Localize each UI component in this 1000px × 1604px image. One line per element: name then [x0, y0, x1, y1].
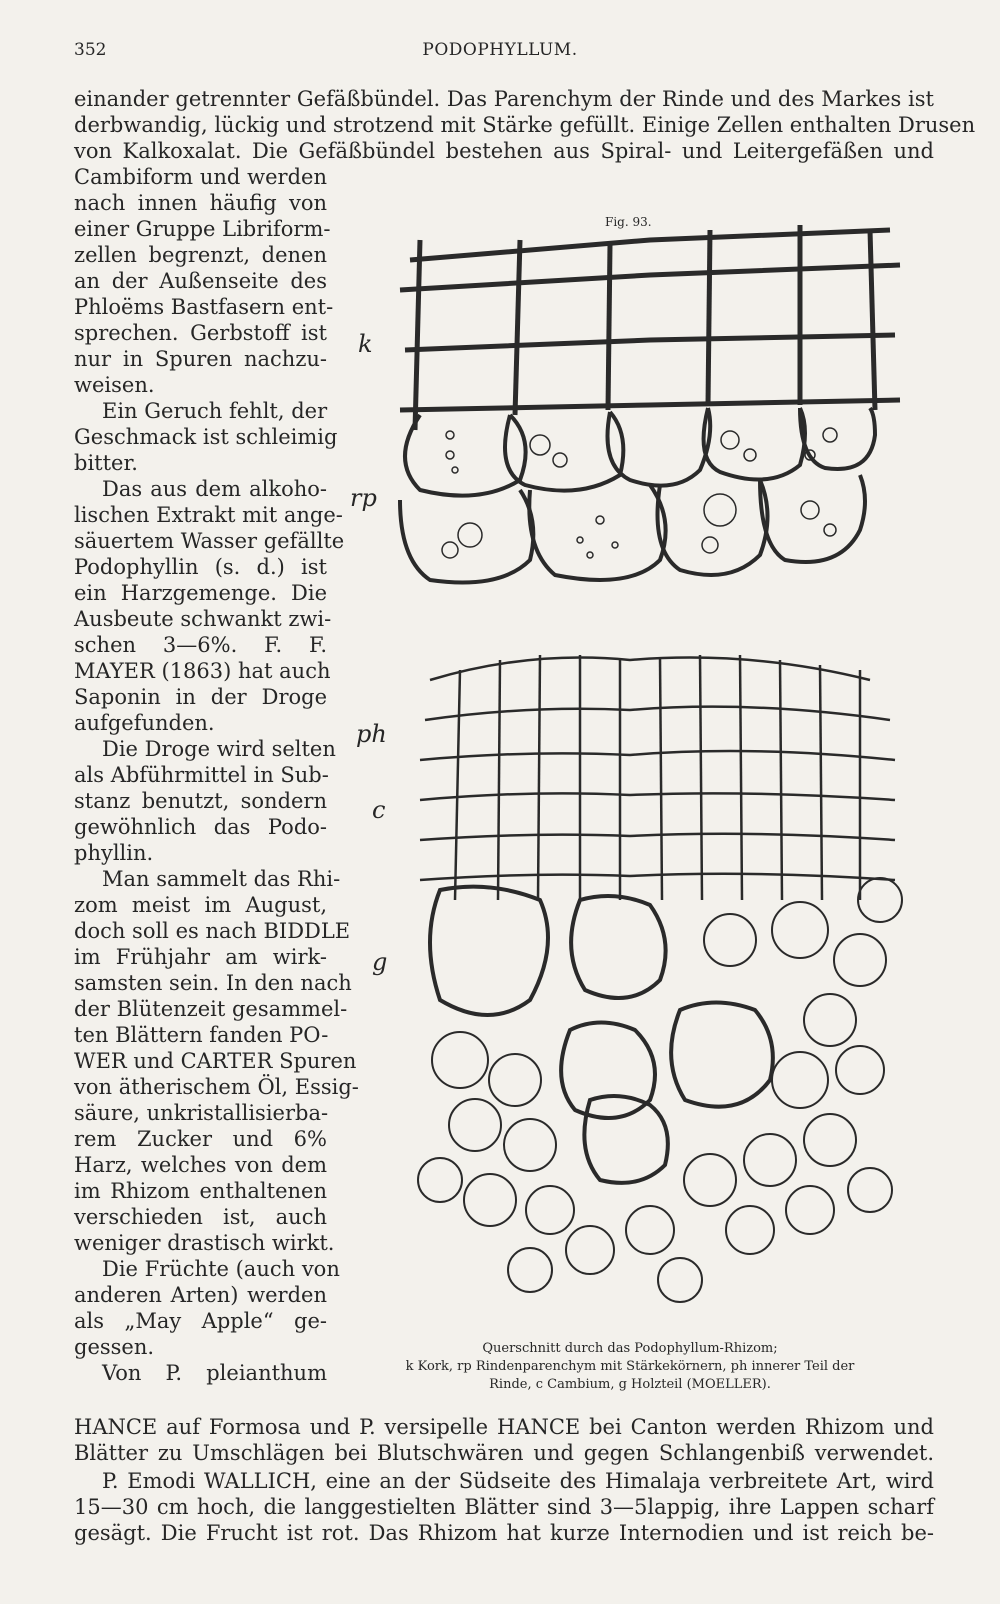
text-line: von Kalkoxalat. Die Gefäßbündel bestehen aus Spiral- und Leitergefäßen und: [74, 139, 934, 163]
text-line: Ausbeute schwankt zwi-: [74, 607, 332, 631]
text-line: rem Zucker und 6%: [74, 1127, 327, 1151]
text-line: bitter.: [74, 451, 138, 475]
text-line: als Abführmittel in Sub-: [74, 763, 329, 787]
figure-label-c: c: [372, 796, 386, 824]
text-line: Phloëms Bastfasern ent-: [74, 295, 334, 319]
text-line: Die Früchte (auch von: [102, 1257, 340, 1281]
text-line: gessen.: [74, 1335, 155, 1359]
wood-parenchyma: [418, 878, 902, 1302]
figure-label-ph: ph: [356, 720, 387, 748]
cortex-parenchyma: [400, 408, 875, 583]
text-line: weisen.: [74, 373, 155, 397]
text-line: Von P. pleianthum: [102, 1361, 327, 1385]
text-line: aufgefunden.: [74, 711, 215, 735]
figure-label-rp: rp: [350, 484, 377, 512]
xylem-cells: [430, 887, 773, 1183]
text-line: gesägt. Die Frucht ist rot. Das Rhizom hat kurze Internodien und ist reich be-: [74, 1521, 934, 1545]
text-line: einander getrennter Gefäßbündel. Das Parenchym der Rinde und des Markes ist: [74, 87, 934, 111]
text-line: schen 3—6%. F. F.: [74, 633, 327, 657]
text-line: weniger drastisch wirkt.: [74, 1231, 335, 1255]
figure-illustration: [330, 200, 930, 1345]
text-line: verschieden ist, auch: [74, 1205, 327, 1229]
cork-layer: [400, 225, 900, 430]
text-line: Blätter zu Umschlägen bei Blutschwären und gegen Schlangenbiß verwendet.: [74, 1441, 934, 1465]
text-line: Harz, welches von dem: [74, 1153, 327, 1177]
text-line: Man sammelt das Rhi-: [102, 867, 341, 891]
text-line: stanz benutzt, sondern: [74, 789, 327, 813]
text-line: der Blütenzeit gesammel-: [74, 997, 348, 1021]
text-line: Die Droge wird selten: [102, 737, 336, 761]
text-line: ten Blättern fanden PO-: [74, 1023, 329, 1047]
text-line: Das aus dem alkoho-: [102, 477, 327, 501]
figure-number: Fig. 93.: [605, 215, 652, 229]
text-line: phyllin.: [74, 841, 154, 865]
figure-label-g: g: [372, 948, 388, 976]
inner-cortex-cambium: [420, 655, 895, 900]
text-line: HANCE auf Formosa und P. versipelle HANCE bei Canton werden Rhizom und: [74, 1415, 934, 1439]
text-line: Geschmack ist schleimig: [74, 425, 338, 449]
page-number: 352: [74, 40, 107, 60]
text-line: MAYER (1863) hat auch: [74, 659, 331, 683]
figure-caption-line: Rinde, c Cambium, g Holzteil (MOELLER).: [489, 1377, 771, 1392]
text-line: nur in Spuren nachzu-: [74, 347, 327, 371]
text-line: samsten sein. In den nach: [74, 971, 352, 995]
text-line: 15—30 cm hoch, die langgestielten Blätter sind 3—5lappig, ihre Lappen scharf: [74, 1495, 934, 1519]
text-line: WER und CARTER Spuren: [74, 1049, 357, 1073]
figure-caption-line: Querschnitt durch das Podophyllum-Rhizom;: [482, 1341, 778, 1356]
figure-label-k: k: [358, 330, 373, 358]
text-line: Cambiform und werden: [74, 165, 327, 189]
text-line: Saponin in der Droge: [74, 685, 327, 709]
starch-grains: [442, 428, 837, 558]
text-line: doch soll es nach BIDDLE: [74, 919, 351, 943]
text-line: im Frühjahr am wirk-: [74, 945, 327, 969]
text-line: einer Gruppe Libriform-: [74, 217, 331, 241]
text-line: zellen begrenzt, denen: [74, 243, 327, 267]
text-line: zom meist im August,: [74, 893, 327, 917]
text-line: säure, unkristallisierba-: [74, 1101, 329, 1125]
text-line: ein Harzgemenge. Die: [74, 581, 327, 605]
text-line: sprechen. Gerbstoff ist: [74, 321, 327, 345]
text-line: nach innen häufig von: [74, 191, 327, 215]
text-line: lischen Extrakt mit ange-: [74, 503, 343, 527]
text-line: an der Außenseite des: [74, 269, 327, 293]
text-line: Ein Geruch fehlt, der: [102, 399, 328, 423]
text-line: P. Emodi WALLICH, eine an der Südseite des Himalaja verbreitete Art, wird: [102, 1469, 934, 1493]
text-line: säuertem Wasser gefällte: [74, 529, 345, 553]
figure-caption-line: k Kork, rp Rindenparenchym mit Stärkekörnern, ph innerer Teil der: [405, 1359, 855, 1374]
text-line: anderen Arten) werden: [74, 1283, 327, 1307]
text-line: als „May Apple“ ge-: [74, 1309, 327, 1333]
text-line: derbwandig, lückig und strotzend mit Stärke gefüllt. Einige Zellen enthalten Drusen: [74, 113, 976, 137]
text-line: gewöhnlich das Podo-: [74, 815, 327, 839]
text-line: Podophyllin (s. d.) ist: [74, 555, 327, 579]
running-title: PODOPHYLLUM.: [422, 40, 578, 60]
text-line: im Rhizom enthaltenen: [74, 1179, 327, 1203]
text-line: von ätherischem Öl, Essig-: [74, 1075, 359, 1099]
